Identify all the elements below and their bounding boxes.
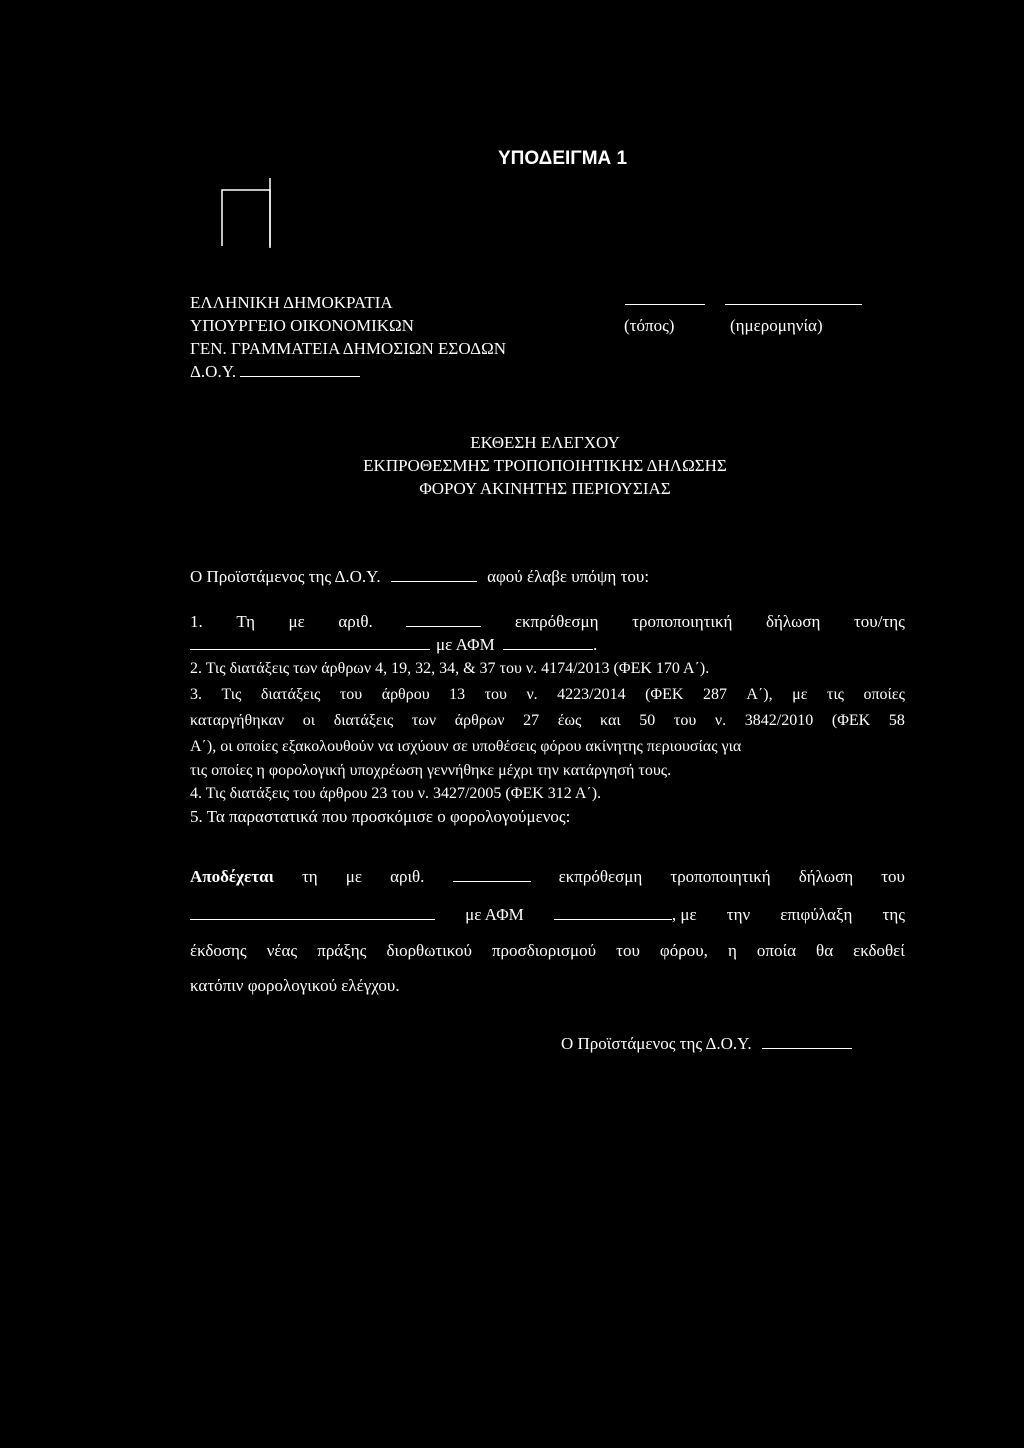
item-3-word: τις [826,686,844,703]
item-3-word: (ΦΕΚ [645,686,684,703]
decision-line-3 [190,940,905,962]
decision-word: την [726,905,751,924]
item-3-word: Τις [221,686,242,703]
decision-word: οποία [756,941,796,960]
intro-office-blank[interactable] [391,580,477,582]
item-3-line-1 [190,685,905,705]
item-1-afm-label: με ΑΦΜ [436,635,495,654]
header-line-1: ΕΛΛΗΝΙΚΗ ΔΗΜΟΚΡΑΤΙΑ [190,293,393,312]
item-3-word: του [339,686,363,703]
item-3-word: με [792,686,808,703]
decision-word: προσδιορισμού [491,941,597,960]
decision-word: αριθ. [390,867,425,886]
header-line-2: ΥΠΟΥΡΓΕΙΟ ΟΙΚΟΝΟΜΙΚΩΝ [190,316,414,335]
item-3-word: 58 [888,712,905,729]
decision-word: του [616,941,640,960]
item-3-word: (ΦΕΚ [831,712,871,729]
decision-word: νέας [266,941,298,960]
title-line-2: ΕΚΠΡΟΘΕΣΜΗΣ ΤΡΟΠΟΠΟΙΗΤΙΚΗΣ ΔΗΛΩΣΗΣ [363,456,727,475]
decision-word: θα [816,941,834,960]
item-1-name-blank[interactable] [190,648,430,650]
item-2: 2. Τις διατάξεις των άρθρων 4, 19, 32, 34, & 37 του ν. 4174/2013 (ΦΕΚ 170 Α΄). [190,660,710,677]
intro-prefix: Ο Προϊστάμενος της Δ.Ο.Υ. [190,567,381,586]
decision-word: η [727,941,737,960]
item-3-word: καταργήθηκαν [190,712,285,729]
item-3-word: 3. [190,686,202,703]
item-3-word: 27 [523,712,540,729]
item-1-word: του/της [853,612,905,631]
item-1-line-1 [190,611,905,633]
decision-line-2 [190,904,905,926]
item-3-word: των [411,712,437,729]
decision-afm-label: με ΑΦΜ [465,905,524,924]
item-1-number: 1. [190,612,203,631]
decision-line-4: κατόπιν φορολογικού ελέγχου. [190,976,400,995]
decision-word: επιφύλαξη [780,905,853,924]
item-1-word: με [288,612,305,631]
item-3-word: 287 [702,686,727,703]
decision-word: φόρου, [659,941,708,960]
item-1-word: Τη [236,612,255,631]
item-1-afm-blank[interactable] [503,648,593,650]
decision-word: , με [671,905,697,924]
item-3-word: οποίες [863,686,905,703]
place-label: (τόπος) [624,316,675,335]
item-3-word: ν. [526,686,538,703]
header-line-4 [190,361,360,383]
decision-afm-blank[interactable] [554,918,672,920]
item-1-word: αριθ. [338,612,373,631]
decision-word: πράξης [317,941,367,960]
item-4: 4. Τις διατάξεις του άρθρου 23 του ν. 3427/2005 (ΦΕΚ 312 Α΄). [190,785,602,802]
item-3-word: έως [557,712,582,729]
decision-name-blank[interactable] [190,918,435,920]
title-line-3: ΦΟΡΟΥ ΑΚΙΝΗΤΗΣ ΠΕΡΙΟΥΣΙΑΣ [419,479,671,498]
decision-number-blank[interactable] [453,880,531,882]
title-line-1: ΕΚΘΕΣΗ ΕΛΕΓΧΟΥ [470,433,620,452]
item-3-word: οι [302,712,316,729]
decision-word: τροποποιητική [670,867,771,886]
header-line-3: ΓΕΝ. ΓΡΑΜΜΑΤΕΙΑ ΔΗΜΟΣΙΩΝ ΕΣΟΔΩΝ [190,339,507,358]
decision-word: εκπρόθεσμη [558,867,643,886]
item-5: 5. Τα παραστατικά που προσκόμισε ο φορολογούμενος: [190,807,571,826]
item-3-word: του [484,686,507,703]
decision-word: τη [301,867,318,886]
intro-line [190,566,649,588]
tax-office-blank[interactable] [240,375,360,377]
item-3-word: 4223/2014 [557,686,626,703]
decision-word: εκδοθεί [853,941,905,960]
decision-word: έκδοσης [190,941,247,960]
decision-word: διορθωτικού [386,941,472,960]
item-1-line-2 [190,634,597,656]
item-3-word: 3842/2010 [744,712,814,729]
place-blank[interactable] [625,304,705,305]
decision-word: δήλωση [798,867,854,886]
decision-line-1 [190,866,905,888]
item-3-word: άρθρων [454,712,505,729]
item-3-line-2 [190,711,905,731]
tax-office-label: Δ.Ο.Υ. [190,362,237,381]
decision-word: με [345,867,363,886]
signature-label: Ο Προϊστάμενος της Δ.Ο.Υ. [561,1034,752,1053]
decision-afm-group [554,904,697,926]
item-1-number-blank[interactable] [406,625,481,627]
item-3-word: Α΄), [746,686,773,703]
item-3-word: διατάξεις [260,686,321,703]
decision-word: του [881,867,905,886]
signature-line [561,1033,852,1055]
item-3-word: ν. [714,712,727,729]
signature-office-blank[interactable] [762,1047,852,1049]
form-label: ΥΠΟΔΕΙΓΜΑ 1 [498,148,628,169]
item-1-word: εκπρόθεσμη [514,612,599,631]
date-label: (ημερομηνία) [730,316,823,335]
item-1-word: δήλωση [766,612,821,631]
emblem-icon [218,176,280,250]
item-1-period: . [592,635,598,654]
item-3-word: άρθρου [381,686,430,703]
item-3-word: 50 [639,712,656,729]
decision-accept-label: Αποδέχεται [190,867,274,886]
item-1-word: τροποποιητική [632,612,733,631]
item-3-word: διατάξεις [333,712,394,729]
item-3-word: του [673,712,697,729]
date-blank[interactable] [725,304,862,305]
item-3-line-3: Α΄), οι οποίες εξακολουθούν να ισχύουν σε υποθέσεις φόρου ακίνητης περιουσίας για [190,738,742,755]
intro-suffix: αφού έλαβε υπόψη του: [487,567,650,586]
item-3-line-4: τις οποίες η φορολογική υποχρέωση γεννήθηκε μέχρι την κατάργησή τους. [190,762,672,779]
item-3-word: 13 [449,686,466,703]
decision-word: της [882,905,905,924]
item-3-word: και [600,712,621,729]
